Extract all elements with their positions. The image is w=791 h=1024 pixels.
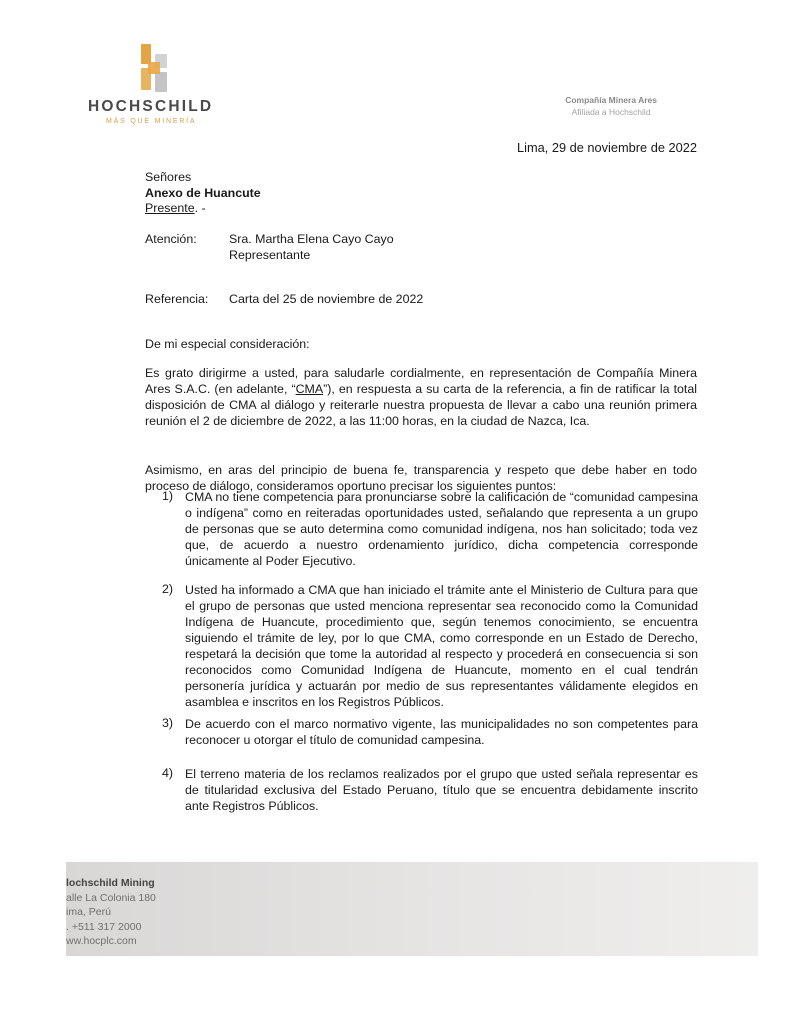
list-item-number: 4)	[162, 766, 174, 780]
addressee-block	[145, 170, 261, 217]
reference-label: Referencia:	[145, 292, 209, 306]
letter-date: Lima, 29 de noviembre de 2022	[517, 140, 697, 155]
addressee-name: Anexo de Huancute	[145, 185, 261, 200]
attention-value	[229, 231, 529, 263]
reference-value: Carta del 25 de noviembre de 2022	[229, 292, 424, 306]
footer-city: ima, Perú	[66, 906, 111, 918]
list-item-number: 3)	[162, 716, 174, 730]
logo-wordmark: HOCHSCHILD	[88, 98, 214, 115]
addressee-salutation: Señores	[145, 170, 192, 184]
footer-company: lochschild Mining	[66, 877, 155, 889]
company-name: Compañía Minera Ares	[565, 95, 657, 105]
greeting: De mi especial consideración:	[145, 337, 310, 351]
addressee-presente	[145, 201, 261, 217]
footer-phone: . +511 317 2000	[66, 920, 142, 933]
logo-tagline: MÁS QUE MINERÍA	[106, 118, 197, 125]
paragraph-intro-after: ”), en respuesta a su carta de la referencia, a fin de ratificar la total disposición de CMA al diálogo y reiterarle nuestra propuesta de llevar a cabo una reunión primera reunión el 2 de diciembre de 2022, a las 11:00 horas, en la ciudad de Nazca, Ica.	[145, 382, 697, 428]
list-item-text: CMA no tiene competencia para pronunciarse sobre la calificación de “comunidad campesina o indígena” como en reiteradas oportunidades usted, señalando que representa a un grupo de personas que se auto determina como comunidad indígena, nos han solicitado; toda vez que, de acuerdo a nuestro ordenamiento jurídico, dicha competencia corresponde únicamente al Poder Ejecutivo.	[185, 490, 698, 568]
list-item-number: 1)	[162, 489, 174, 503]
footer-website: ww.hocplc.com	[66, 935, 137, 947]
company-affiliation: Afiliada a Hochschild	[571, 107, 651, 117]
list-item-text: El terreno materia de los reclamos realizados por el grupo que usted señala representar es de titularidad exclusiva del Estado Peruano, título que se encuentra debidamente inscrito ante Registros Públicos.	[185, 767, 698, 813]
footer-band	[66, 862, 758, 956]
footer-contact	[66, 876, 156, 949]
paragraph-intro-before: Es grato dirigirme a usted, para saludarle cordialmente, en representación de Compañía Minera Ares S.A.C. (en adelante, “	[145, 366, 697, 396]
footer-address: alle La Colonia 180	[66, 891, 156, 904]
cma-abbreviation: CMA	[295, 382, 324, 396]
list-item-text: De acuerdo con el marco normativo vigente, las municipalidades no son competentes para reconocer u otorgar el título de comunidad campesina.	[185, 717, 698, 747]
presente-suffix: . -	[194, 201, 206, 215]
attention-role: Representante	[229, 248, 311, 262]
list-item-number: 2)	[162, 582, 174, 596]
hochschild-logo-icon	[138, 44, 172, 96]
attention-label: Atención:	[145, 232, 197, 246]
presente-word: Presente	[145, 201, 195, 215]
list-item-text: Usted ha informado a CMA que han iniciado el trámite ante el Ministerio de Cultura para que el grupo de personas que usted menciona representar sea reconocido como la Comunidad Indígena de Huancute, procedimiento que, según tenemos conocimiento, se encuentra siguiendo el trámite de ley, por lo que CMA, como corresponde en un Estado de Derecho, respetará la decisión que tome la autoridad al respecto y procederá en consecuencia si son reconocidos como Comunidad Indígena de Huancute, momento en el cual tendrán personería jurídica y actuarán por medio de sus representantes válidamente elegidos en asamblea e inscritos en los Registros Públicos.	[185, 583, 698, 709]
company-block	[565, 94, 657, 118]
paragraph-intro	[145, 365, 697, 429]
attention-person: Sra. Martha Elena Cayo Cayo	[229, 232, 394, 246]
paragraph-points-intro: Asimismo, en aras del principio de buena fe, transparencia y respeto que debe haber en todo proceso de diálogo, consideramos oportuno precisar los siguientes puntos:	[145, 463, 697, 493]
reference-block	[145, 292, 423, 306]
